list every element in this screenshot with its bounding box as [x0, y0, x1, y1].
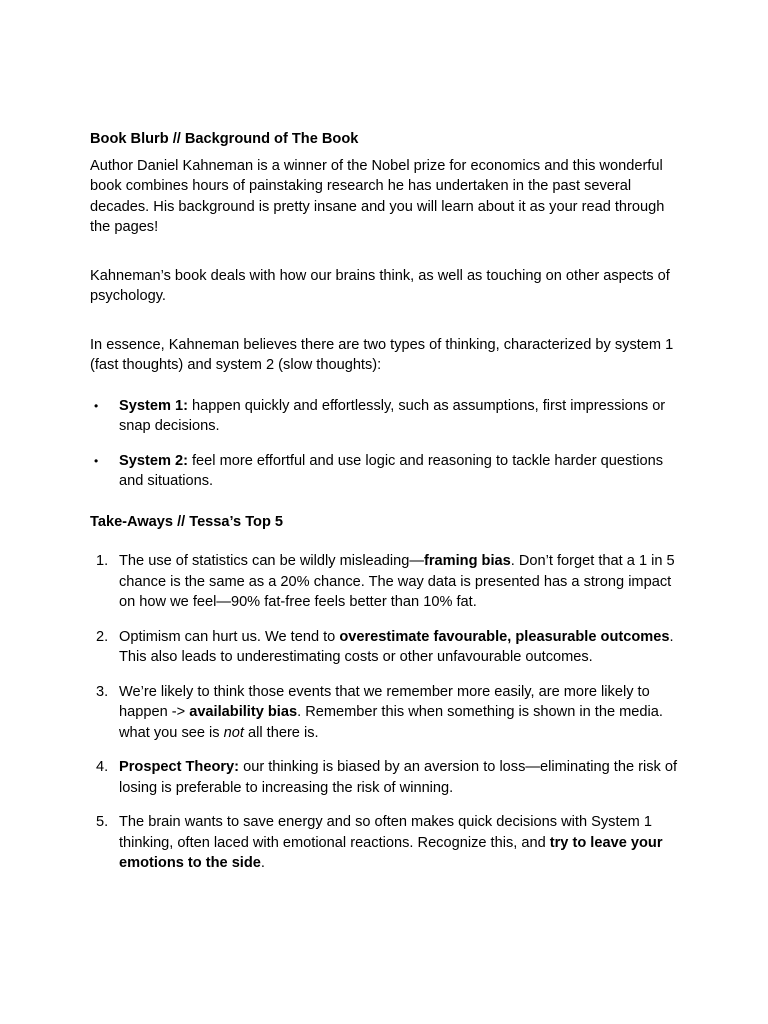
take-away-item-5 [90, 812, 682, 874]
paragraph-two-systems: In essence, Kahneman believes there are two types of thinking, characterized by system 1 (fast thoughts) and system 2 (slow thoughts): [90, 336, 674, 373]
section-heading-take-aways: Take-Aways // Tessa’s Top 5 [90, 513, 284, 530]
systems-bullet-list [90, 396, 682, 492]
list-number: 1. [96, 553, 109, 569]
take-away-item-1 [90, 551, 682, 613]
bullet-marker: • [94, 398, 99, 413]
item-text: We’re likely to think those events that we remember more easily, are more likely to happen -> [119, 683, 650, 720]
item-bold-text: availability bias [189, 704, 298, 720]
item-text: . Don’t forget that a 1 in 5 chance is the same as a 20% chance. The way data is presented has a strong impact on how we feel—90% fat-free feels better than 10% fat. [119, 553, 675, 610]
item-text: . [260, 855, 265, 871]
list-number: 2. [96, 628, 109, 645]
section-heading-book-blurb: Book Blurb // Background of The Book [90, 131, 359, 147]
take-away-item-2 [90, 627, 682, 668]
bullet-item-system-2 [90, 451, 682, 492]
bullet-label: System 1: [119, 397, 188, 414]
list-number: 5. [96, 814, 109, 830]
item-italic-text: not [223, 724, 244, 741]
item-bold-text: framing bias [423, 553, 511, 569]
take-away-item-4 [90, 757, 682, 798]
item-bold-text: overestimate favourable, pleasurable outcomes [339, 628, 670, 645]
bullet-item-system-1 [90, 396, 682, 437]
item-text: all there is. [243, 724, 319, 741]
item-text: our thinking is biased by an aversion to loss—eliminating the risk of losing is preferable to increasing the risk of winning. [119, 759, 678, 796]
item-bold-text: try to leave your emotions to the side [119, 834, 663, 871]
bullet-label: System 2: [119, 452, 188, 469]
item-text: . Remember this when something is shown in the media. what you see is [119, 704, 663, 741]
list-number: 4. [96, 759, 109, 775]
take-away-item-3 [90, 682, 682, 744]
bullet-text: feel more effortful and use logic and reasoning to tackle harder questions and situations. [119, 452, 664, 489]
item-text: . This also leads to underestimating costs or other unfavourable outcomes. [119, 628, 674, 665]
document-page [90, 129, 682, 874]
item-text: The use of statistics can be wildly misleading— [119, 553, 424, 569]
list-number: 3. [96, 683, 109, 700]
item-bold-text: Prospect Theory: [119, 759, 240, 775]
paragraph-book-overview: Kahneman’s book deals with how our brains think, as well as touching on other aspects of psychology. [90, 267, 670, 304]
bullet-text: happen quickly and effortlessly, such as assumptions, first impressions or snap decisions. [119, 397, 666, 434]
item-text: The brain wants to save energy and so often makes quick decisions with System 1 thinking, often laced with emotional reactions. Recognize this, and [119, 814, 652, 851]
bullet-marker: • [94, 453, 99, 468]
paragraph-author-background: Author Daniel Kahneman is a winner of the Nobel prize for economics and this wonderful book combines hours of painstaking research he has undertaken in the past several decades. His background is pretty insane and you will learn about it as your read through the pages! [90, 157, 665, 235]
item-text: Optimism can hurt us. We tend to [119, 628, 340, 645]
take-aways-numbered-list [90, 551, 682, 874]
